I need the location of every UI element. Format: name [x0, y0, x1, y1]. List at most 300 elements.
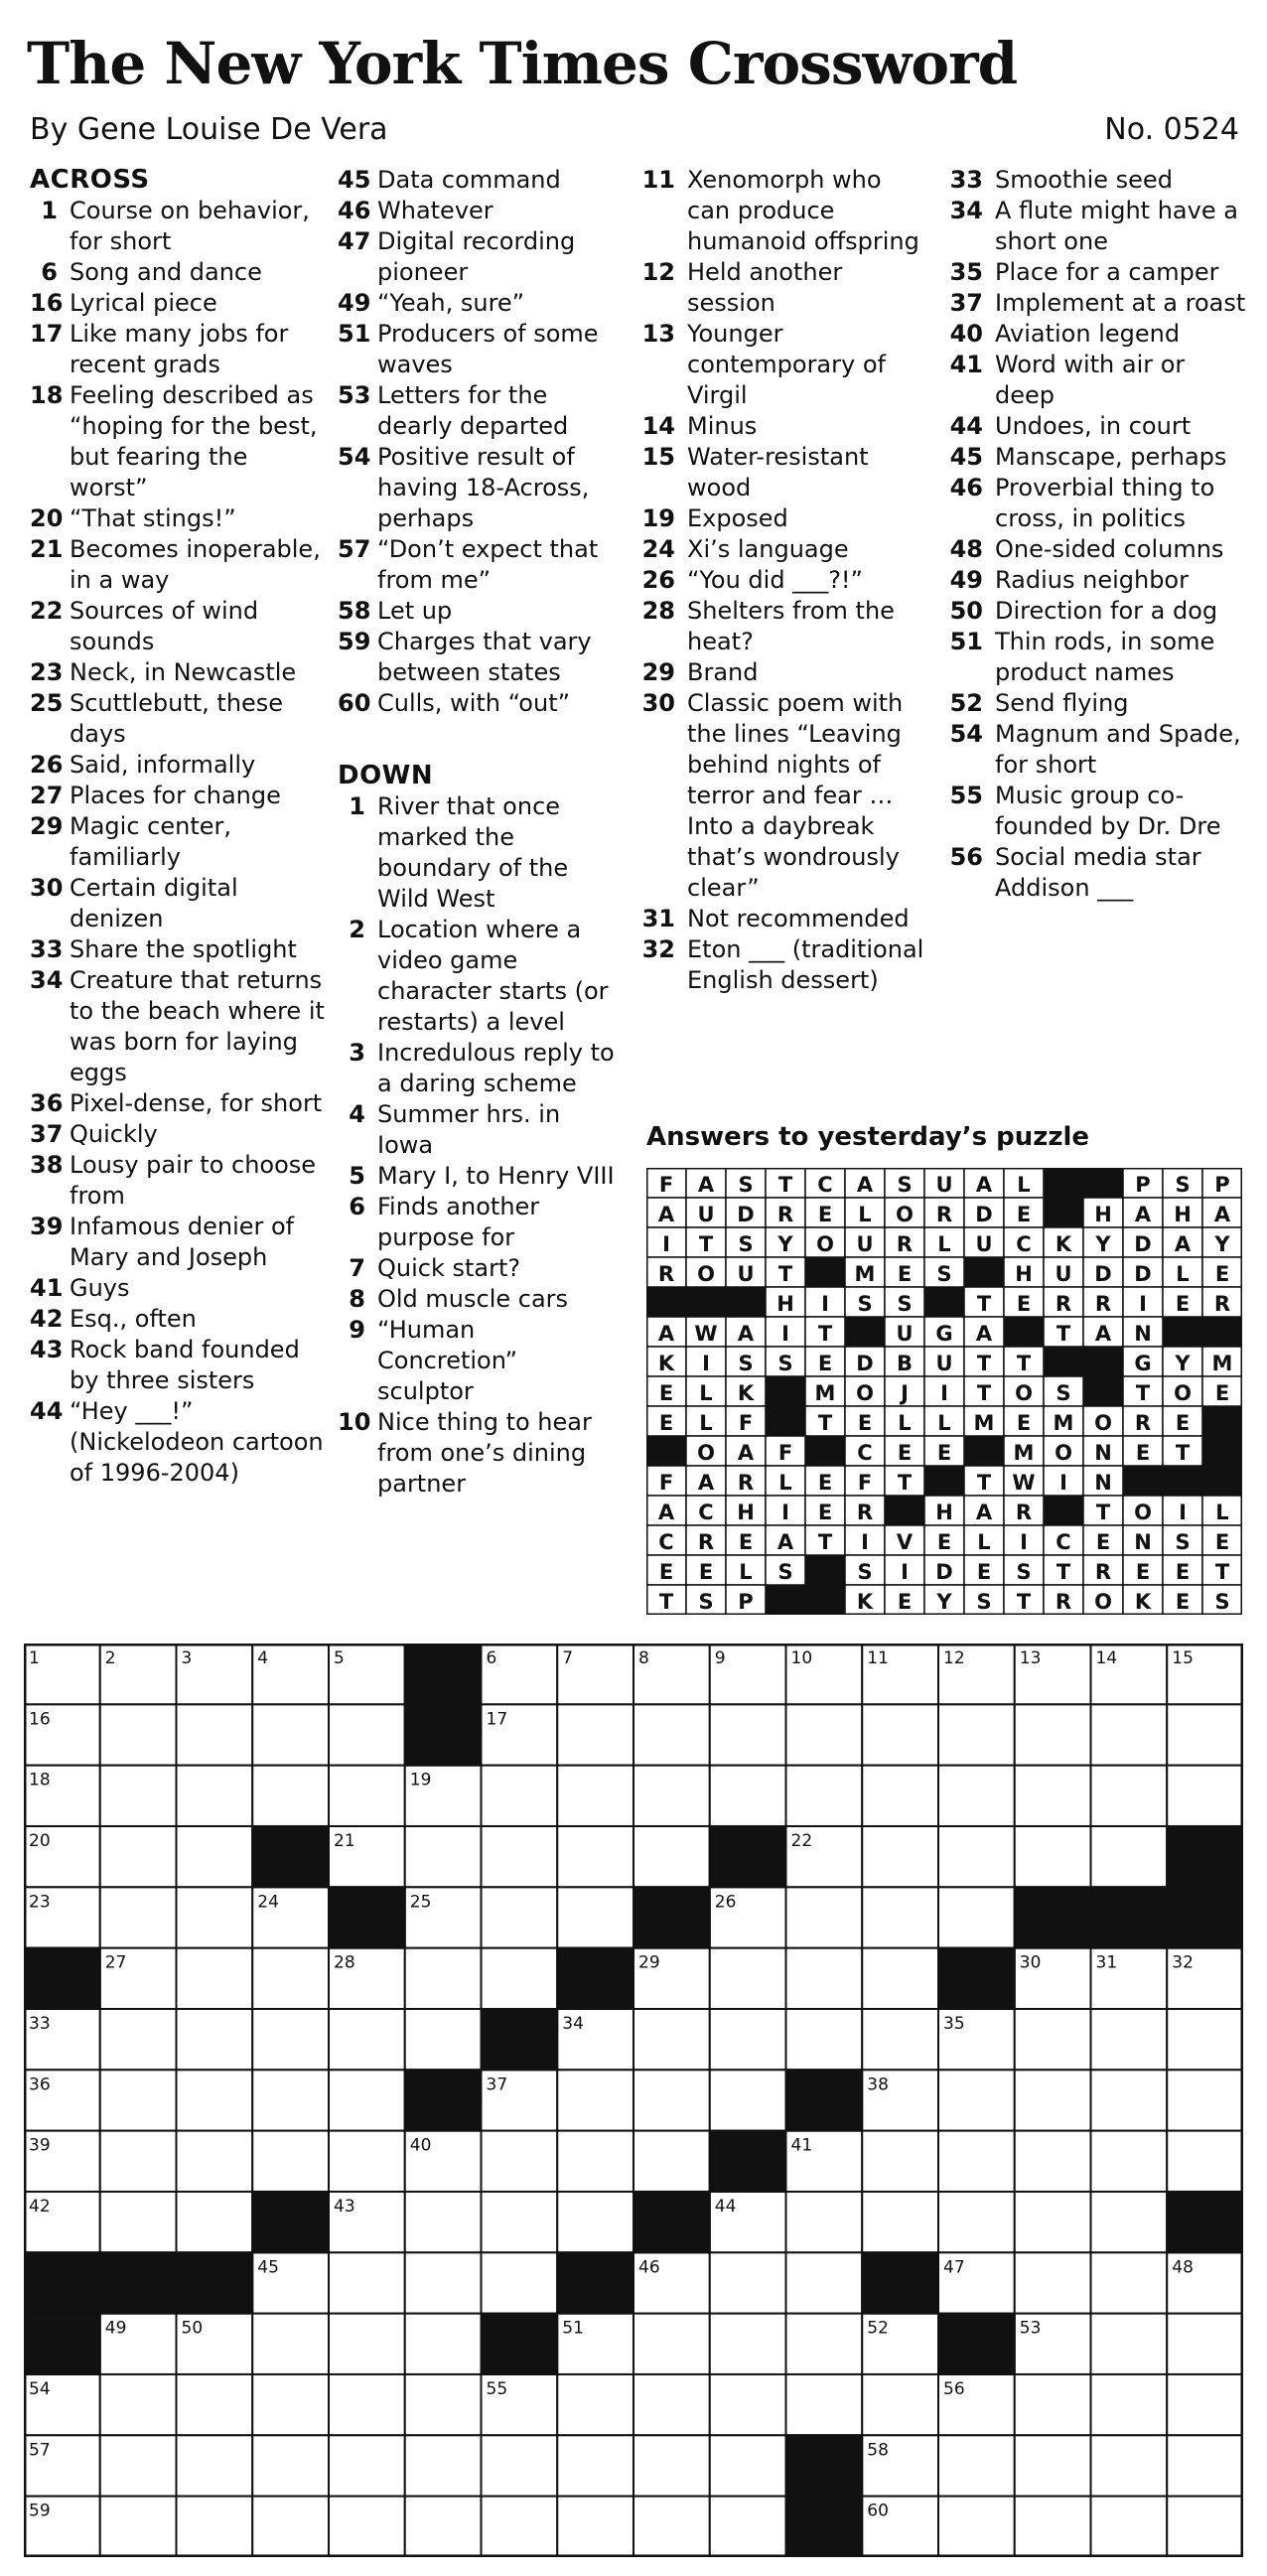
grid-cell[interactable] [634, 2435, 710, 2496]
yesterday-letter: T [976, 1292, 992, 1316]
black-square [24, 1948, 100, 2009]
clue-text: “Don’t expect that from me” [377, 535, 599, 594]
grid-cell[interactable] [1015, 1766, 1091, 1826]
clue-number: 26 [641, 566, 675, 594]
grid-cell[interactable] [329, 2252, 405, 2313]
grid-cell[interactable] [177, 1704, 253, 1765]
grid-cell[interactable] [557, 2374, 634, 2435]
grid-cell[interactable] [100, 1887, 177, 1947]
grid-cell[interactable] [1015, 2009, 1091, 2070]
yesterday-letter: Y [777, 1232, 793, 1256]
yesterday-letter: E [817, 1203, 833, 1226]
grid-cell[interactable] [405, 2009, 482, 2070]
grid-cell[interactable] [252, 2131, 329, 2192]
yesterday-letter: A [1094, 1322, 1112, 1346]
cell-number: 10 [790, 1648, 813, 1668]
yesterday-letter: E [897, 1441, 913, 1465]
grid-cell[interactable] [100, 2497, 177, 2557]
clue-number: 28 [641, 597, 675, 625]
grid-cell[interactable] [1091, 2435, 1168, 2496]
grid-cell[interactable] [710, 1766, 786, 1826]
grid-cell[interactable] [482, 2192, 558, 2252]
yesterday-letter: O [816, 1232, 834, 1256]
grid-cell[interactable] [405, 1826, 482, 1887]
cell-number: 60 [867, 2501, 889, 2521]
grid-cell[interactable] [177, 2374, 253, 2435]
yesterday-black-square [1044, 1347, 1083, 1376]
cell-number: 9 [714, 1648, 726, 1668]
clue-number: 30 [30, 874, 64, 902]
grid-cell[interactable] [710, 1704, 786, 1765]
yesterday-letter: S [936, 1262, 952, 1286]
grid-cell[interactable] [862, 1948, 938, 2009]
grid-cell[interactable] [252, 1948, 329, 2009]
grid-cell[interactable] [786, 2374, 863, 2435]
clue-text: Manscape, perhaps [995, 443, 1227, 471]
grid-cell[interactable] [938, 2192, 1015, 2252]
grid-cell[interactable] [862, 1887, 938, 1947]
clue-number: 56 [949, 843, 983, 871]
black-square [786, 2435, 863, 2496]
yesterday-letter: A [657, 1203, 675, 1226]
grid-cell[interactable] [177, 2435, 253, 2496]
grid-cell[interactable] [329, 2070, 405, 2130]
grid-cell[interactable] [1091, 2314, 1168, 2374]
clue-26 [30, 750, 328, 781]
clue-44 [949, 411, 1247, 442]
grid-cell[interactable] [1091, 1704, 1168, 1765]
grid-cell[interactable] [1167, 2497, 1243, 2557]
grid-cell[interactable] [786, 1766, 863, 1826]
clue-text: Certain digital denizen [70, 874, 238, 932]
grid-cell[interactable] [1167, 2009, 1243, 2070]
grid-cell[interactable] [710, 2314, 786, 2374]
clue-3 [338, 1038, 621, 1099]
grid-cell[interactable] [1091, 2192, 1168, 2252]
grid-cell[interactable] [938, 2070, 1015, 2130]
grid-cell[interactable] [862, 2131, 938, 2192]
grid-cell[interactable] [329, 2131, 405, 2192]
grid-cell[interactable] [634, 1826, 710, 1887]
grid-cell[interactable] [634, 1766, 710, 1826]
clue-text: Classic poem with the lines “Leaving behind nights of terror and fear … Into a daybreak that’s wondrously clear” [687, 689, 904, 902]
grid-cell[interactable] [1015, 2070, 1091, 2130]
clue-number: 6 [41, 258, 58, 286]
grid-cell[interactable] [710, 2435, 786, 2496]
grid-cell[interactable] [557, 1826, 634, 1887]
grid-cell[interactable] [100, 2192, 177, 2252]
grid-cell[interactable] [557, 1704, 634, 1765]
grid-cell[interactable] [329, 2374, 405, 2435]
crossword-grid[interactable] [24, 1644, 1243, 2557]
clue-53 [338, 380, 621, 442]
grid-cell[interactable] [862, 2374, 938, 2435]
grid-cell[interactable] [786, 2009, 863, 2070]
grid-cell[interactable] [938, 2435, 1015, 2496]
yesterday-letter: E [936, 1441, 952, 1465]
clue-number: 19 [641, 504, 675, 532]
grid-cell[interactable] [177, 1826, 253, 1887]
black-square [1167, 1887, 1243, 1947]
grid-cell[interactable] [100, 2009, 177, 2070]
clue-number: 50 [949, 597, 983, 625]
clue-text: Magic center, familiarly [70, 812, 231, 871]
black-square [1167, 2192, 1243, 2252]
yesterday-black-square [845, 1317, 885, 1347]
cell-number: 53 [1019, 2318, 1042, 2339]
grid-cell[interactable] [634, 2131, 710, 2192]
yesterday-letter: V [896, 1530, 914, 1554]
yesterday-letter: W [1012, 1471, 1036, 1495]
yesterday-letter: C [857, 1441, 873, 1465]
yesterday-letter: S [1175, 1173, 1191, 1197]
yesterday-letter: T [1016, 1590, 1032, 1614]
clue-number: 30 [641, 689, 675, 717]
yesterday-letter: A [1134, 1203, 1152, 1226]
clue-52 [949, 688, 1247, 719]
grid-cell[interactable] [786, 2252, 863, 2313]
clue-text: Course on behavior, for short [70, 197, 310, 255]
grid-cell[interactable] [482, 1948, 558, 2009]
yesterday-black-square [964, 1257, 1004, 1287]
grid-cell[interactable] [557, 2497, 634, 2557]
grid-cell[interactable] [329, 1704, 405, 1765]
grid-cell[interactable] [938, 1887, 1015, 1947]
clue-text: Places for change [70, 782, 281, 809]
yesterday-letter: A [697, 1471, 715, 1495]
black-square [557, 2252, 634, 2313]
clue-text: Music group co-founded by Dr. Dre [995, 782, 1221, 840]
yesterday-black-square [1083, 1347, 1123, 1376]
grid-cell[interactable] [862, 1766, 938, 1826]
cell-number: 21 [334, 1830, 355, 1851]
grid-cell[interactable] [100, 2070, 177, 2130]
grid-cell[interactable] [177, 2070, 253, 2130]
grid-cell[interactable] [634, 2009, 710, 2070]
clue-number: 10 [338, 1408, 371, 1436]
clue-13 [641, 319, 929, 411]
grid-cell[interactable] [1015, 2497, 1091, 2557]
grid-cell[interactable] [1167, 1704, 1243, 1765]
grid-cell[interactable] [1167, 2314, 1243, 2374]
grid-cell[interactable] [862, 1826, 938, 1887]
grid-cell[interactable] [938, 1826, 1015, 1887]
grid-cell[interactable] [252, 1704, 329, 1765]
grid-cell[interactable] [1091, 2009, 1168, 2070]
grid-cell[interactable] [100, 1766, 177, 1826]
grid-cell[interactable] [938, 1704, 1015, 1765]
grid-cell[interactable] [405, 2252, 482, 2313]
yesterday-black-square [766, 1585, 805, 1615]
clue-text: Not recommended [687, 905, 910, 932]
grid-cell[interactable] [177, 2131, 253, 2192]
clue-number: 5 [349, 1162, 365, 1190]
grid-cell[interactable] [177, 2009, 253, 2070]
yesterday-letter: D [1134, 1232, 1152, 1256]
yesterday-letter: I [662, 1232, 670, 1256]
clue-number: 32 [641, 935, 675, 963]
grid-cell[interactable] [177, 2497, 253, 2557]
yesterday-letter: S [1056, 1381, 1071, 1405]
yesterday-letter: T [897, 1471, 913, 1495]
grid-cell[interactable] [557, 2435, 634, 2496]
clue-49 [949, 565, 1247, 596]
yesterday-letter: F [658, 1471, 674, 1495]
black-square [710, 2131, 786, 2192]
yesterday-black-square [1163, 1317, 1202, 1347]
clue-number: 44 [949, 412, 983, 440]
clue-51 [949, 627, 1247, 688]
grid-cell[interactable] [634, 2374, 710, 2435]
grid-cell[interactable] [252, 2314, 329, 2374]
grid-cell[interactable] [710, 2374, 786, 2435]
yesterday-letter: S [738, 1352, 754, 1375]
cell-number: 30 [1019, 1952, 1042, 1973]
yesterday-letter: E [817, 1352, 833, 1375]
grid-cell[interactable] [482, 2435, 558, 2496]
clue-32 [641, 934, 929, 996]
yesterday-letter: S [857, 1292, 873, 1316]
grid-cell[interactable] [482, 2497, 558, 2557]
cell-number: 56 [943, 2378, 965, 2399]
clue-48 [949, 534, 1247, 565]
grid-cell[interactable] [252, 2374, 329, 2435]
yesterday-letter: S [777, 1560, 793, 1584]
grid-cell[interactable] [710, 2497, 786, 2557]
grid-cell[interactable] [786, 2192, 863, 2252]
yesterday-letter: D [935, 1560, 953, 1584]
grid-cell[interactable] [938, 2497, 1015, 2557]
clue-58 [338, 596, 621, 627]
grid-cell[interactable] [482, 1887, 558, 1947]
grid-cell[interactable] [1091, 2070, 1168, 2130]
cell-number: 54 [29, 2378, 51, 2399]
grid-cell[interactable] [634, 2070, 710, 2130]
clue-4 [338, 1099, 621, 1161]
clue-text: Nice thing to hear from one’s dining partner [377, 1408, 592, 1498]
grid-cell[interactable] [1015, 2374, 1091, 2435]
grid-cell[interactable] [329, 2009, 405, 2070]
grid-cell[interactable] [100, 2131, 177, 2192]
clue-25 [30, 688, 328, 750]
grid-cell[interactable] [252, 2497, 329, 2557]
yesterday-letter: T [817, 1530, 833, 1554]
grid-cell[interactable] [1167, 2131, 1243, 2192]
grid-cell[interactable] [1167, 2435, 1243, 2496]
grid-cell[interactable] [1167, 2374, 1243, 2435]
grid-cell[interactable] [100, 1704, 177, 1765]
yesterday-black-square [1202, 1436, 1242, 1466]
grid-cell[interactable] [1091, 1826, 1168, 1887]
grid-cell[interactable] [405, 2314, 482, 2374]
clue-number: 41 [30, 1274, 64, 1302]
grid-cell[interactable] [938, 1766, 1015, 1826]
clue-57 [338, 534, 621, 596]
clue-text: Exposed [687, 504, 788, 532]
clue-16 [30, 288, 328, 319]
cell-number: 59 [29, 2501, 51, 2521]
grid-cell[interactable] [710, 2009, 786, 2070]
grid-cell[interactable] [710, 2070, 786, 2130]
grid-cell[interactable] [786, 1887, 863, 1947]
grid-cell[interactable] [405, 1948, 482, 2009]
grid-cell[interactable] [405, 2497, 482, 2557]
grid-cell[interactable] [482, 1826, 558, 1887]
grid-cell[interactable] [1015, 2192, 1091, 2252]
clue-6 [338, 1192, 621, 1253]
clue-text: Minus [687, 412, 758, 440]
grid-cell[interactable] [1015, 2131, 1091, 2192]
grid-cell[interactable] [710, 1948, 786, 2009]
yesterday-letter: L [778, 1471, 792, 1495]
grid-cell[interactable] [405, 2192, 482, 2252]
grid-cell[interactable] [177, 2192, 253, 2252]
clue-46 [338, 196, 621, 226]
grid-cell[interactable] [482, 2131, 558, 2192]
yesterday-letter: L [977, 1530, 991, 1554]
grid-cell[interactable] [557, 1766, 634, 1826]
yesterday-letter: M [1211, 1352, 1233, 1375]
cell-number: 43 [334, 2196, 355, 2217]
grid-cell[interactable] [177, 1766, 253, 1826]
clue-number: 45 [338, 166, 371, 194]
clue-text: Brand [687, 658, 759, 686]
clue-number: 4 [349, 1100, 365, 1128]
yesterday-letter: Y [1175, 1352, 1191, 1375]
grid-cell[interactable] [329, 1766, 405, 1826]
grid-cell[interactable] [252, 1766, 329, 1826]
grid-cell[interactable] [482, 2252, 558, 2313]
clue-number: 14 [641, 412, 675, 440]
yesterday-letter: S [897, 1173, 913, 1197]
grid-cell[interactable] [786, 1704, 863, 1765]
clue-text: Producers of some waves [377, 320, 599, 378]
grid-cell[interactable] [405, 2435, 482, 2496]
yesterday-letter: E [1214, 1530, 1230, 1554]
grid-cell[interactable] [482, 1766, 558, 1826]
clue-text: Mary I, to Henry VIII [377, 1162, 615, 1190]
cell-number: 36 [29, 2075, 51, 2095]
grid-cell[interactable] [557, 2070, 634, 2130]
clue-text: Water-resistant wood [687, 443, 869, 501]
grid-cell[interactable] [1167, 2070, 1243, 2130]
grid-cell[interactable] [252, 2435, 329, 2496]
grid-cell[interactable] [100, 2374, 177, 2435]
grid-cell[interactable] [1091, 2497, 1168, 2557]
clue-number: 53 [338, 381, 371, 409]
grid-cell[interactable] [1015, 2252, 1091, 2313]
grid-cell[interactable] [100, 2435, 177, 2496]
yesterday-letter: E [857, 1411, 873, 1435]
grid-cell[interactable] [938, 2131, 1015, 2192]
yesterday-letter: K [737, 1381, 755, 1405]
yesterday-letter: I [1179, 1501, 1187, 1524]
grid-cell[interactable] [557, 2131, 634, 2192]
grid-cell[interactable] [252, 2070, 329, 2130]
yesterday-letter: M [814, 1381, 836, 1405]
yesterday-letter: T [658, 1590, 674, 1614]
grid-cell[interactable] [1015, 2435, 1091, 2496]
grid-cell[interactable] [1015, 1826, 1091, 1887]
yesterday-letter: W [694, 1322, 718, 1346]
grid-cell[interactable] [862, 1704, 938, 1765]
grid-cell[interactable] [710, 2252, 786, 2313]
yesterday-letter: E [1135, 1560, 1151, 1584]
grid-cell[interactable] [786, 1948, 863, 2009]
grid-cell[interactable] [1091, 2374, 1168, 2435]
grid-cell[interactable] [100, 1826, 177, 1887]
clues-column-2 [338, 165, 621, 1500]
grid-cell[interactable] [1091, 1766, 1168, 1826]
yesterday-letter: R [1094, 1560, 1112, 1584]
clue-number: 43 [30, 1336, 64, 1363]
clue-56 [949, 842, 1247, 904]
grid-cell[interactable] [786, 2314, 863, 2374]
yesterday-letter: M [854, 1262, 876, 1286]
clue-37 [30, 1119, 328, 1150]
yesterday-letter: R [737, 1471, 755, 1495]
grid-cell[interactable] [1091, 2131, 1168, 2192]
grid-cell[interactable] [405, 2374, 482, 2435]
clue-number: 39 [30, 1213, 64, 1240]
grid-cell[interactable] [862, 2009, 938, 2070]
grid-cell[interactable] [329, 2497, 405, 2557]
grid-cell[interactable] [1091, 2252, 1168, 2313]
clue-33 [30, 934, 328, 965]
clue-12 [641, 257, 929, 319]
clue-text: Shelters from the heat? [687, 597, 895, 655]
yesterday-letter: I [861, 1530, 869, 1554]
clue-text: Undoes, in court [995, 412, 1192, 440]
grid-cell[interactable] [862, 2192, 938, 2252]
grid-cell[interactable] [252, 2009, 329, 2070]
clue-text: “You did ___?!” [687, 566, 863, 594]
yesterday-letter: I [781, 1322, 789, 1346]
clue-42 [30, 1304, 328, 1335]
grid-cell[interactable] [634, 1704, 710, 1765]
clue-text: “Yeah, sure” [377, 289, 525, 317]
grid-cell[interactable] [329, 2435, 405, 2496]
clue-9 [338, 1315, 621, 1407]
grid-cell[interactable] [1015, 1704, 1091, 1765]
grid-cell[interactable] [1167, 1766, 1243, 1826]
cell-number: 47 [943, 2257, 965, 2278]
grid-cell[interactable] [557, 1887, 634, 1947]
black-square [100, 2252, 177, 2313]
black-square [24, 2314, 100, 2374]
grid-cell[interactable] [329, 2314, 405, 2374]
cell-number: 12 [943, 1648, 965, 1668]
grid-cell[interactable] [634, 2314, 710, 2374]
clue-text: “Human Concretion” sculptor [377, 1316, 518, 1405]
clue-text: Let up [377, 597, 453, 625]
grid-cell[interactable] [557, 2192, 634, 2252]
yesterday-letter: R [1055, 1292, 1072, 1316]
yesterday-letter: U [896, 1322, 914, 1346]
yesterday-letter: U [975, 1232, 993, 1256]
cell-number: 37 [486, 2075, 508, 2095]
grid-cell[interactable] [177, 1948, 253, 2009]
clue-number: 18 [30, 381, 64, 409]
grid-cell[interactable] [634, 2497, 710, 2557]
yesterday-letter: Y [936, 1590, 952, 1614]
yesterday-letter: E [698, 1560, 714, 1584]
yesterday-black-square [1044, 1198, 1083, 1227]
yesterday-letter: N [1134, 1530, 1152, 1554]
cell-number: 18 [29, 1770, 51, 1790]
grid-cell[interactable] [177, 1887, 253, 1947]
yesterday-letter: G [1134, 1352, 1152, 1375]
